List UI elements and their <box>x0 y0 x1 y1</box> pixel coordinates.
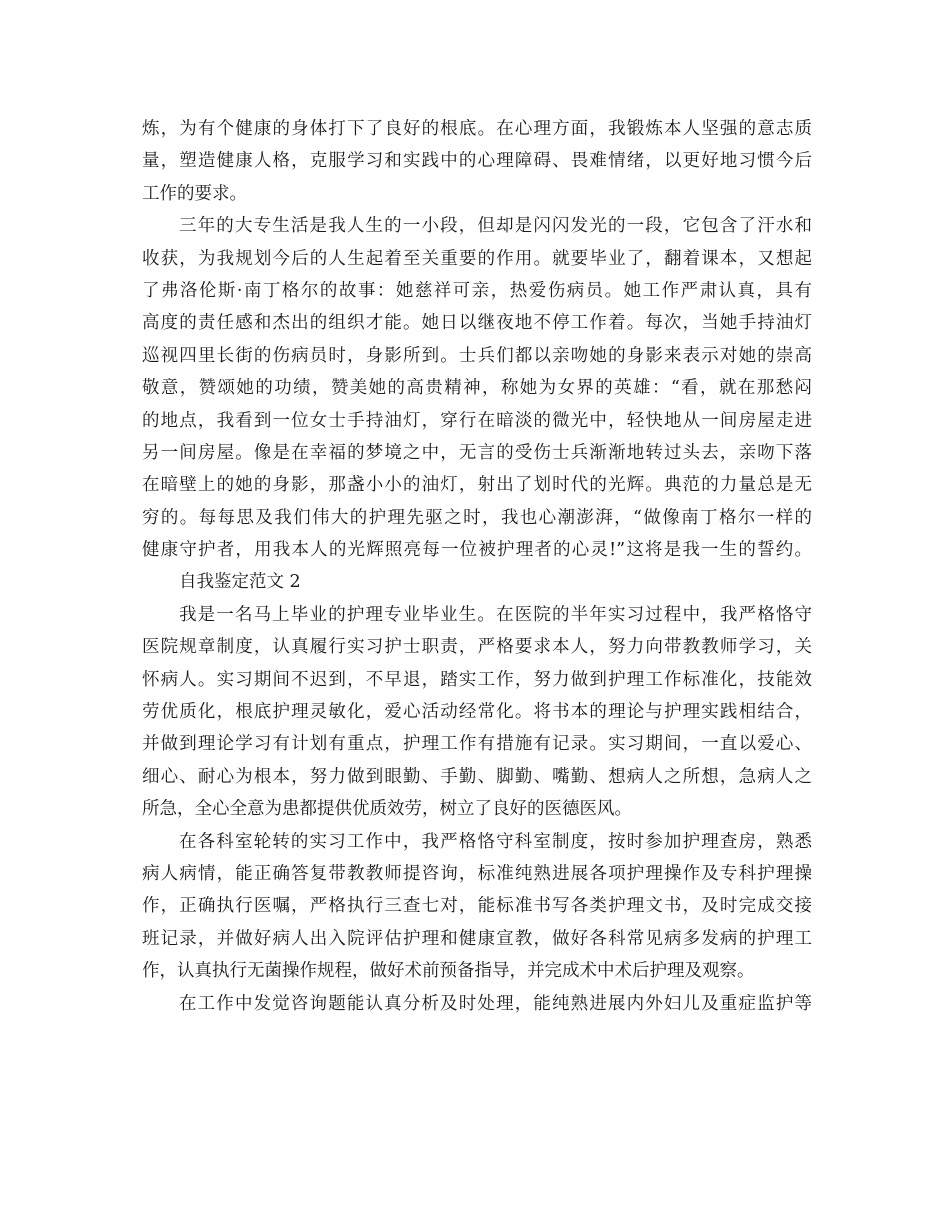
text-line: 健康守护者，用我本人的光辉照亮每一位被护理者的心灵!”这将是我一生的誓约。 <box>142 540 812 561</box>
text-line: 班记录，并做好病人出入院评估护理和健康宣教，做好各科常见病多发病的护理工 <box>142 928 812 949</box>
text-line: 怀病人。实习期间不迟到，不早退，踏实工作，努力做到护理工作标准化，技能效 <box>142 669 812 690</box>
text-line: 高度的责任感和杰出的组织才能。她日以继夜地不停工作着。每次，当她手持油灯 <box>142 313 812 334</box>
document-body <box>142 113 812 1020</box>
text-line: 炼，为有个健康的身体打下了良好的根底。在心理方面，我锻炼本人坚强的意志质 <box>142 119 812 139</box>
text-line: 病人病情，能正确答复带教教师提咨询，标准纯熟进展各项护理操作及专科护理操 <box>142 863 812 884</box>
text-line: 收获，为我规划今后的人生起着至关重要的作用。就要毕业了，翻着课本，又想起 <box>142 248 812 269</box>
text-line: 细心、耐心为根本，努力做到眼勤、手勤、脚勤、嘴勤、想病人之所想，急病人之 <box>142 766 812 787</box>
text-line: 作，认真执行无菌操作规程，做好术前预备指导，并完成术中术后护理及观察。 <box>142 961 755 982</box>
text-line: 了弗洛伦斯·南丁格尔的故事：她慈祥可亲，热爱伤病员。她工作严肃认真，具有 <box>142 280 812 301</box>
text-line: 并做到理论学习有计划有重点，护理工作有措施有记录。实习期间，一直以爱心、 <box>142 734 812 755</box>
text-line: 工作的要求。 <box>142 183 247 204</box>
text-line: 的地点，我看到一位女士手持油灯，穿行在暗淡的微光中，轻快地从一间房屋走进 <box>142 410 812 431</box>
text-line: 劳优质化，根底护理灵敏化，爱心活动经常化。将书本的理论与护理实践相结合， <box>142 702 812 723</box>
text-line: 在工作中发觉咨询题能认真分析及时处理，能纯熟进展内外妇儿及重症监护等 <box>179 993 812 1014</box>
text-line: 作，正确执行医嘱，严格执行三查七对，能标准书写各类护理文书，及时完成交接 <box>142 896 812 917</box>
text-line: 我是一名马上毕业的护理专业毕业生。在医院的半年实习过程中，我严格恪守 <box>179 604 812 625</box>
text-line: 巡视四里长街的伤病员时，身影所到。士兵们都以亲吻她的身影来表示对她的崇高 <box>142 345 812 366</box>
text-line: 在暗壁上的她的身影，那盏小小的油灯，射出了划时代的光辉。典范的力量总是无 <box>142 475 812 496</box>
text-line: 敬意，赞颂她的功绩，赞美她的高贵精神，称她为女界的英雄：“看，就在那愁闷 <box>142 378 812 399</box>
text-line: 在各科室轮转的实习工作中，我严格恪守科室制度，按时参加护理查房，熟悉 <box>179 831 812 852</box>
text-line: 所急，全心全意为患都提供优质效劳，树立了良好的医德医风。 <box>142 799 632 820</box>
text-line: 三年的大专生活是我人生的一小段，但却是闪闪发光的一段，它包含了汗水和 <box>179 216 812 237</box>
text-line: 量，塑造健康人格，克服学习和实践中的心理障碍、畏难情绪，以更好地习惯今后 <box>142 151 812 172</box>
section-heading: 自我鉴定范文 2 <box>179 572 301 593</box>
text-line: 医院规章制度，认真履行实习护士职责，严格要求本人，努力向带教教师学习，关 <box>142 637 812 658</box>
text-line: 另一间房屋。像是在幸福的梦境之中，无言的受伤士兵渐渐地转过头去，亲吻下落 <box>142 442 812 463</box>
text-line: 穷的。每每思及我们伟大的护理先驱之时，我也心潮澎湃，“做像南丁格尔一样的 <box>142 507 812 528</box>
